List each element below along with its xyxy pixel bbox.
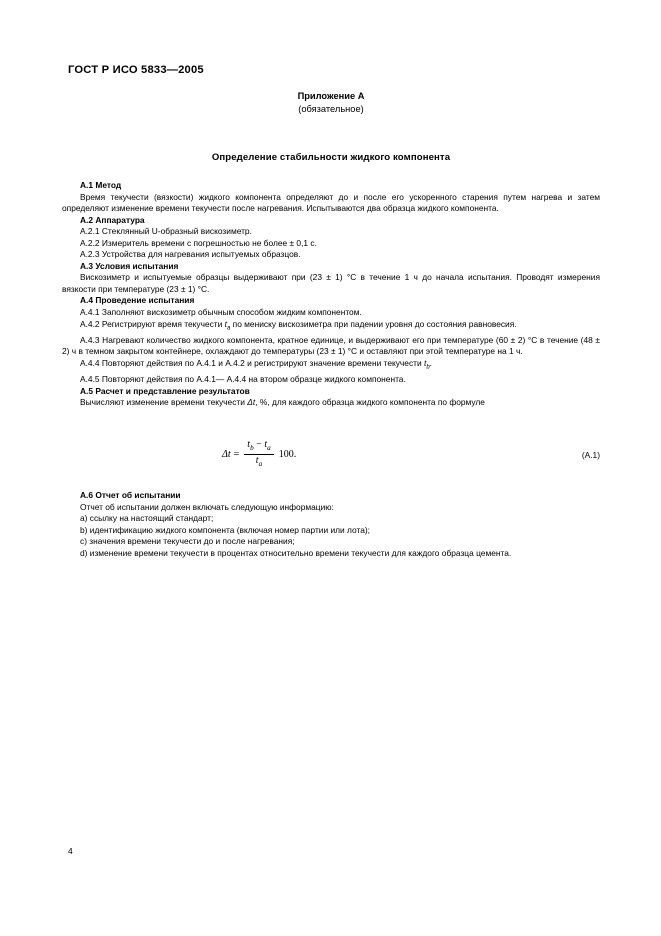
variable-delta-t: Δt — [247, 397, 256, 408]
variable-ta-symbol: t — [224, 318, 227, 329]
annex-title: Приложение А — [297, 91, 365, 101]
formula-numerator-ta-subscript: a — [267, 444, 271, 452]
variable-ta-subscript: a — [226, 325, 231, 332]
section-a4-item-1: А.4.1 Заполняют вискозиметр обычным способом жидким компонентом. — [80, 307, 362, 318]
formula-numerator-ta — [264, 439, 270, 450]
formula-numerator-ta-symbol: t — [264, 439, 268, 450]
section-heading-a1: А.1 Метод — [80, 180, 122, 190]
formula-numerator-tb-subscript: b — [250, 444, 254, 452]
body-text-block — [62, 180, 600, 409]
section-a2-item-3: А.2.3 Устройства для нагревания испытуемых образцов. — [80, 249, 301, 260]
variable-tb-subscript: b — [426, 364, 430, 371]
section-heading-a6: А.6 Отчет об испытании — [80, 490, 181, 500]
formula-equals-sign: = — [233, 448, 240, 460]
formula-numerator — [244, 440, 273, 454]
section-a6-paragraph: Отчет об испытании должен включать следующую информацию: — [80, 501, 334, 512]
list-item: d) изменение времени текучести в процентах относительно времени текучести для каждого образца цемента. — [80, 547, 512, 558]
section-a4-item-2 — [62, 319, 600, 335]
section-a2-item-1: А.2.1 Стеклянный U-образный вискозиметр. — [80, 226, 252, 237]
formula-a1 — [222, 440, 296, 468]
list-item: c) значения времени текучести до и после нагревания; — [80, 536, 295, 547]
formula-numerator-tb — [247, 439, 253, 450]
section-heading-a2: А.2 Аппаратура — [80, 214, 145, 225]
formula-numerator-tb-symbol: t — [247, 439, 251, 450]
section-a4-item-4-text-post: . — [429, 357, 432, 368]
section-heading-a5: А.5 Расчет и представление результатов — [80, 385, 250, 396]
formula-factor: 100. — [278, 448, 297, 460]
section-a1-paragraph: Время текучести (вязкости) жидкого компонента определяют до и после его ускоренного старения путем нагрева и затем определяют изменение времени текучести после нагревания. Испытываются два образца жидкого компонента. — [62, 191, 600, 214]
formula-denominator — [253, 455, 265, 469]
page-title: Определение стабильности жидкого компонента — [211, 152, 451, 163]
formula-lhs: Δt — [222, 448, 231, 460]
section-a6-block — [62, 490, 600, 559]
standard-designation-header: ГОСТ Р ИСО 5833—2005 — [68, 64, 204, 76]
list-item: a) ссылку на настоящий стандарт; — [80, 513, 214, 524]
section-heading-a3: А.3 Условия испытания — [80, 260, 179, 271]
section-a4-item-2-text-pre: А.4.2 Регистрируют время текучести — [80, 318, 225, 329]
section-a4-item-4-text-pre: А.4.4 Повторяют действия по А.4.1 и А.4.2 и регистрируют значение времени текучести — [80, 357, 424, 368]
formula-row — [62, 438, 600, 482]
formula-denominator-ta — [256, 455, 262, 466]
variable-tb-symbol: t — [423, 357, 427, 368]
section-a3-paragraph: Вискозиметр и испытуемые образцы выдерживают при (23 ± 1) °С в течение 1 ч до начала испытания. Проводят измерения вязкости при температуре (23 ± 1) °С. — [62, 272, 600, 294]
section-heading-a4: А.4 Проведение испытания — [80, 295, 195, 306]
section-a5-paragraph — [62, 397, 600, 409]
page-number: 4 — [68, 846, 73, 856]
formula-denominator-ta-symbol: t — [255, 454, 259, 466]
section-a5-text-pre: Вычисляют изменение времени текучести — [80, 397, 248, 408]
section-a4-item-4 — [62, 358, 600, 374]
section-a5-text-post: , %, для каждого образца жидкого компонента по формуле — [255, 397, 485, 408]
formula-fraction — [244, 440, 273, 468]
section-a4-item-3: А.4.3 Нагревают количество жидкого компонента, кратное единице, и выдерживают его при температуре (60 ± 2) °С в течение (48 ± 2) ч в темном закрытом контейнере, охлаждают до температуры (23 ± 1) °С и оставляют при этой температуре на 1 ч. — [62, 334, 600, 357]
section-a2-item-2: А.2.2 Измеритель времени с погрешностью не более ± 0,1 с. — [80, 237, 317, 248]
formula-minus-sign: − — [256, 439, 262, 450]
formula-number: (А.1) — [581, 450, 600, 460]
formula-denominator-ta-subscript: a — [258, 459, 263, 468]
annex-subtitle: (обязательное) — [298, 104, 364, 114]
section-a4-item-5: А.4.5 Повторяют действия по А.4.1— А.4.4 на втором образце жидкого компонента. — [80, 374, 406, 385]
list-item: b) идентификацию жидкого компонента (включая номер партии или лота); — [80, 524, 371, 535]
section-a4-item-2-text-post: по мениску вискозиметра при падении уровня до состояния равновесия. — [230, 318, 517, 329]
annex-heading-block — [62, 90, 600, 116]
